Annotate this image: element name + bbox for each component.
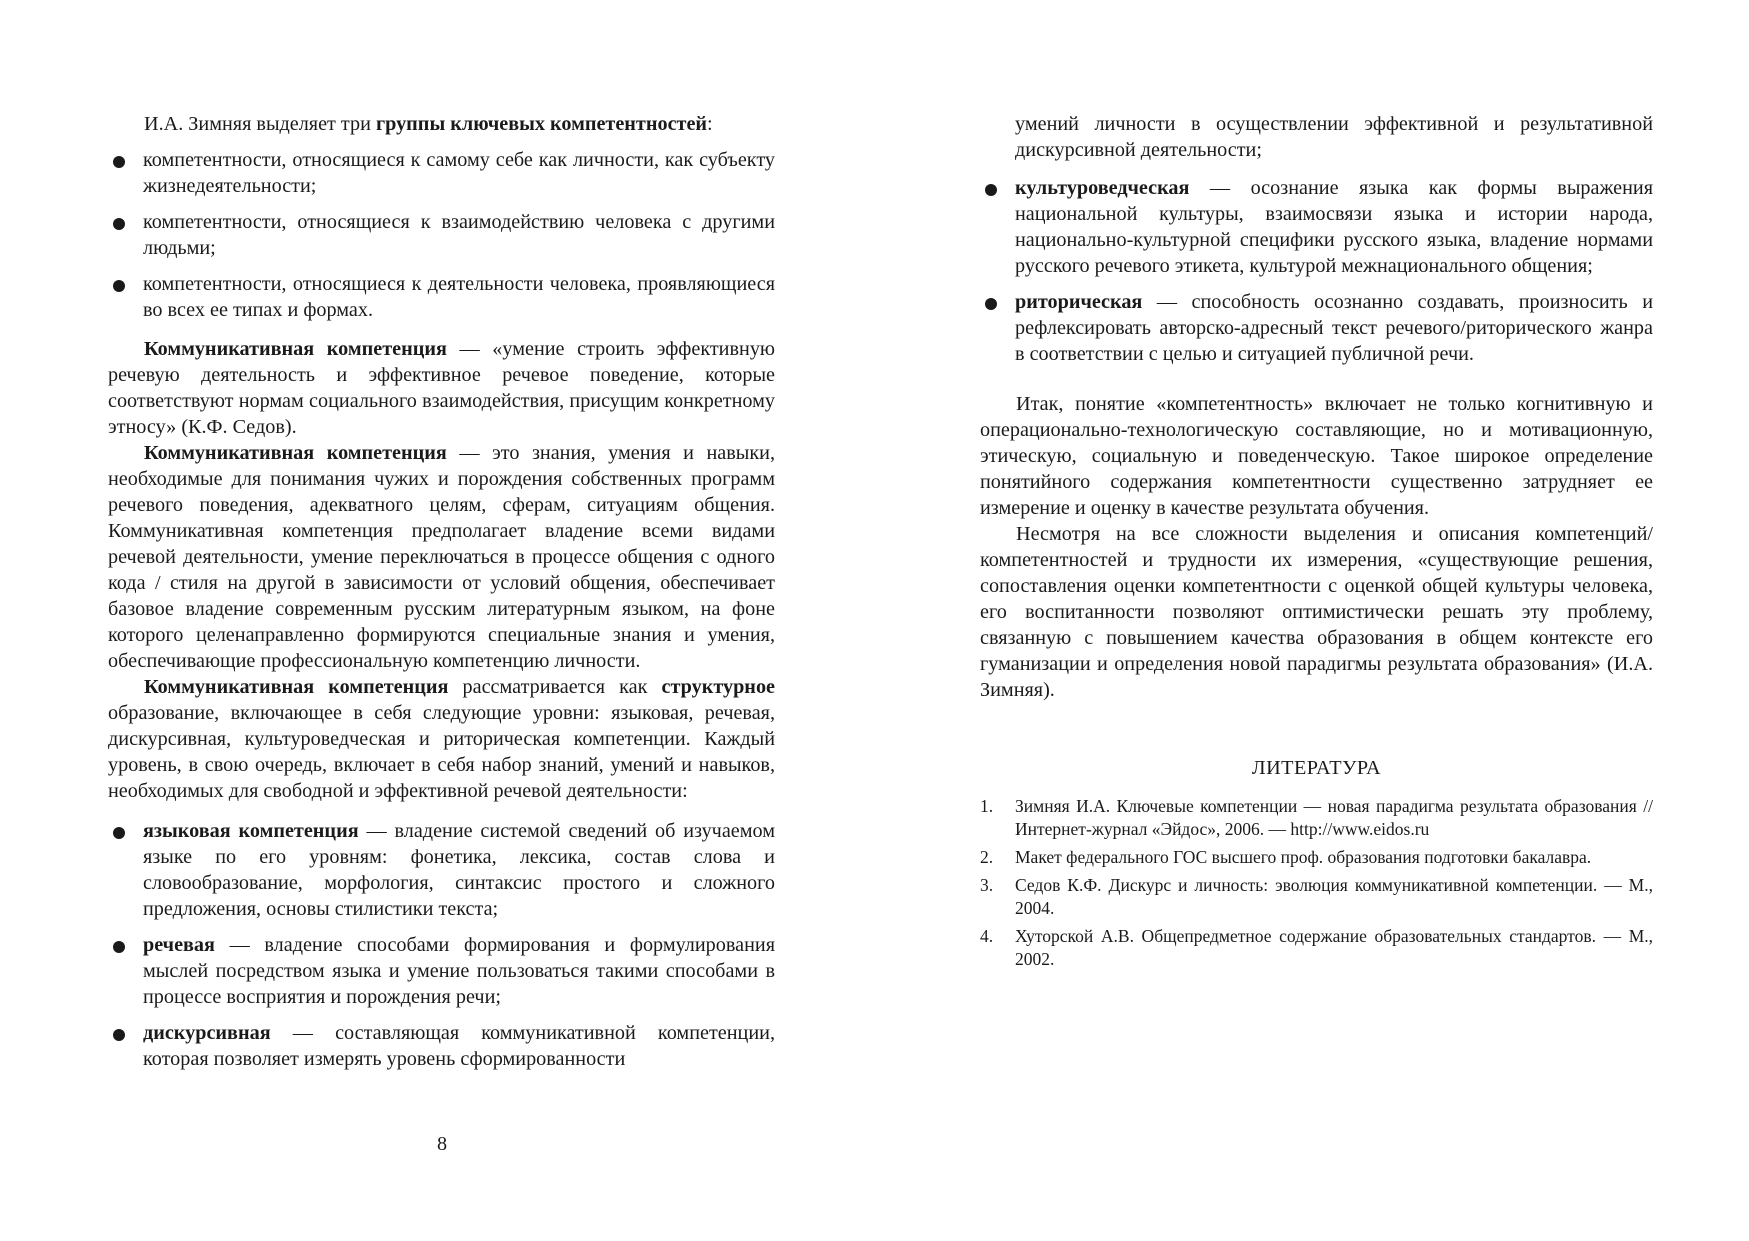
level-term: риторическая [1015,291,1143,313]
reference-item [980,874,1653,920]
reference-item [980,925,1653,971]
definition-paragraph-2 [108,440,775,674]
competence-groups-list [108,147,775,323]
level-text: — владение способами формирования и формулирования мыслей посредством языка и умение пользоваться такими способами в процессе восприятия и порождения речи; [143,934,775,1008]
definition-paragraph-1 [108,336,775,440]
definition-text: образование, включающее в себя следующие уровни: языковая, речевая, дискурсивная, культуроведческая и риторическая компетенции. Каждый уровень, в свою очередь, включает в себя набор знаний, умений и навыков, необходимых для свободной и эффективной речевой деятельности: [108,702,775,802]
level-text: — способность осознанно создавать, произносить и рефлексировать авторско-адресный текст речевого/риторического жанра в соответствии с целью и ситуацией публичной речи. [1015,291,1653,365]
competence-levels-list [108,818,775,1072]
list-item: компетентности, относящиеся к взаимодействию человека с другими людьми; [108,209,775,261]
level-term: культуроведческая [1015,177,1190,199]
definition-term: Коммуникативная компетенция [144,676,449,698]
list-item [980,289,1653,367]
intro-suffix: : [707,113,713,135]
definition-term: Коммуникативная компетенция [144,338,447,360]
reference-number: 3. [980,875,994,895]
definition-mid: рассматривается как [448,676,662,698]
reference-text: Зимняя И.А. Ключевые компетенции — новая парадигма результата образования // Интернет-журнал «Эйдос», 2006. — http://www.eidos.ru [1015,796,1653,839]
definition-bold: структурное [661,676,775,698]
intro-prefix: И.А. Зимняя выделяет три [144,113,376,135]
list-item: компетентности, относящиеся к самому себе как личности, как субъекту жизнедеятельности; [108,147,775,199]
references-list [980,795,1653,971]
page-number: 8 [436,1133,448,1155]
definition-paragraph-3 [108,674,775,804]
reference-number: 2. [980,847,994,867]
competence-levels-list-continued [980,175,1653,367]
reference-item [980,846,1653,869]
reference-number: 1. [980,796,994,816]
literature-heading: ЛИТЕРАТУРА [1251,757,1382,779]
level-term: дискурсивная [143,1022,271,1044]
conclusion-paragraph-2: Несмотря на все сложности выделения и описания компетенций/компетентностей и трудности их измерения, «существующие решения, сопоставления оценки компетентности с оценкой общей культуры человека, его воспитанности позволяют оптимистически решать эту проблему, связанную с повышением качества образования в общем контексте его гуманизации и определения новой парадигмы результата образования» (И.А. Зимняя). [980,523,1653,701]
reference-text: Седов К.Ф. Дискурс и личность: эволюция коммуникативной компетенции. — М., 2004. [1015,875,1653,918]
reference-text: Хуторской А.В. Общепредметное содержание образовательных стандартов. — М., 2002. [1015,926,1653,969]
definition-text: — «умение строить эффективную речевую деятельность и эффективное речевое поведение, которые соответствуют нормам социального взаимодействия, присущим конкретному этносу» (К.Ф. Седов). [108,338,775,438]
definition-text: — это знания, умения и навыки, необходимые для понимания чужих и порождения собственных программ речевого поведения, адекватного целям, сферам, ситуациям общения. Коммуникативная компетенция предполагает владение всеми видами речевой деятельности, умение переключаться в процессе общения с одного кода / стиля на другой в зависимости от условий общения, обеспечивает базовое владение современным русским литературным языком, на фоне которого целенаправленно формируются специальные знания и умения, обеспечивающие профессиональную компетенцию личности. [108,442,775,672]
level-text: — составляющая коммуникативной компетенции, которая позволяет измерять уровень сформированности [143,1022,775,1070]
right-page [980,0,1653,971]
reference-text: Макет федерального ГОС высшего проф. образования подготовки бакалавра. [1015,847,1592,867]
definition-term: Коммуникативная компетенция [144,442,447,464]
left-page [108,0,775,1072]
list-continuation: умений личности в осуществлении эффективной и результативной дискурсивной деятельности; [1015,113,1653,161]
list-item: компетентности, относящиеся к деятельности человека, проявляющиеся во всех ее типах и формах. [108,271,775,323]
level-text: — владение системой сведений об изучаемом языке по его уровням: фонетика, лексика, состав слова и словообразование, морфология, синтаксис простого и сложного предложения, основы стилистики текста; [143,820,775,920]
list-item [108,1020,775,1072]
conclusion-paragraph-1: Итак, понятие «компетентность» включает не только когнитивную и операционально-технологическую составляющие, но и мотивационную, этическую, социальную и поведенческую. Такое широкое определение понятийного содержания компетентности существенно затрудняет ее измерение и оценку в качестве результата обучения. [980,393,1653,519]
reference-number: 4. [980,926,994,946]
list-item [108,818,775,922]
list-item [108,932,775,1010]
reference-item [980,795,1653,841]
level-term: языковая компетенция [143,820,359,842]
intro-bold: группы ключевых компетентностей [375,113,708,135]
level-text: — осознание языка как формы выражения национальной культуры, взаимосвязи языка и истории народа, национально-культурной специфики русского языка, владение нормами русского речевого этикета, культурой межнационального общения; [1015,177,1653,277]
level-term: речевая [143,934,215,956]
list-item [980,175,1653,279]
intro-paragraph [108,111,775,137]
